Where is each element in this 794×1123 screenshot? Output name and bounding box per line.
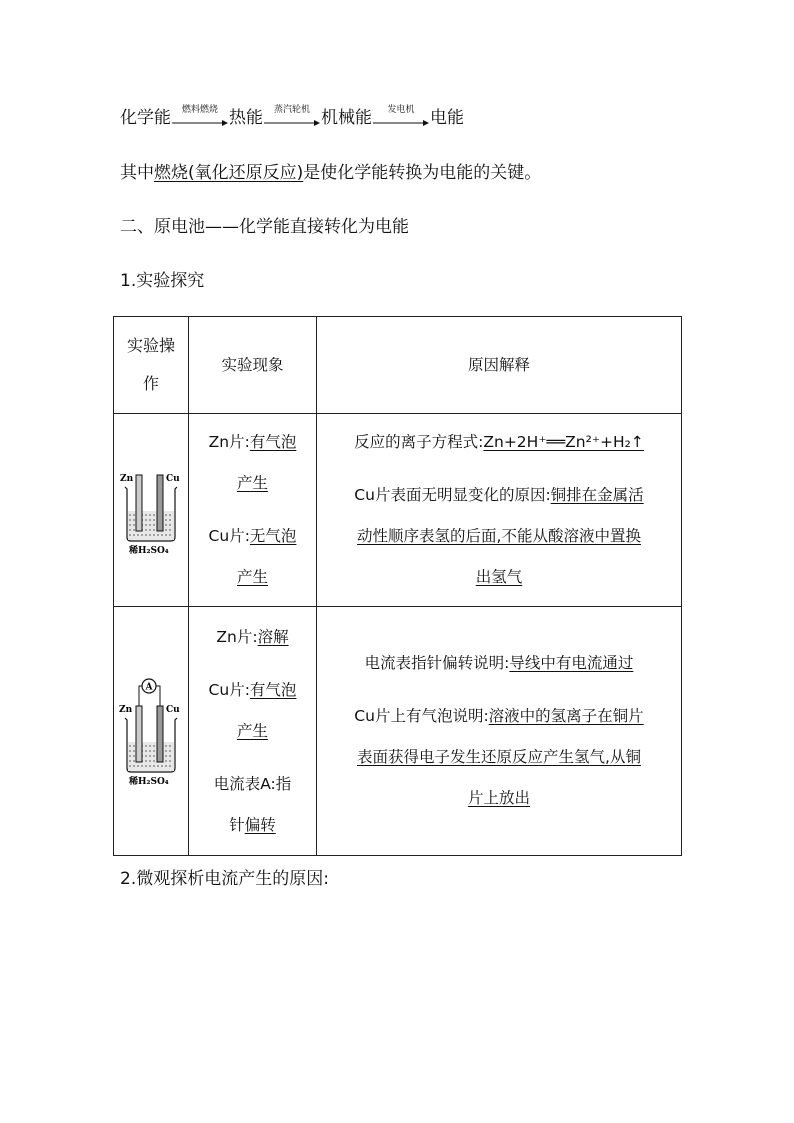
key-underlined: 燃烧 [154,163,188,183]
sub1-title: 1.实验探究 [120,271,205,291]
arrow-turbine [264,107,320,129]
svg-text:Cu: Cu [166,705,180,715]
apparatus-cell-2 [114,607,189,856]
arrow-generator [373,107,429,129]
energy-chain [120,107,464,129]
zn-line-1: Zn片:有气泡 [208,433,297,451]
arrow-label-turbine: 蒸汽轮机 [273,105,310,115]
right-arrow-icon [264,119,320,127]
key-post: 是使化学能转换为电能的关键。 [303,163,542,183]
svg-text:A: A [145,682,153,693]
meter-line-1: 电流表A:指 [213,774,292,793]
header-reason: 原因解释 [317,317,682,414]
equation-line: 反应的离子方程式:Zn+2H⁺══Zn²⁺+H₂↑ [354,433,644,451]
bubble-line-1: Cu片上有气泡说明:溶液中的氢离子在铜片 [354,707,644,725]
svg-text:稀H₂SO₄: 稀H₂SO₄ [129,777,169,786]
cu-line-1: Cu片:有气泡 [208,680,297,699]
beaker-ammeter-icon [119,676,183,786]
meter-line-2: 针偏转 [229,815,276,834]
bubble-line-2: 表面获得电子发生还原反应产生氢气,从铜 [357,748,641,766]
cu-reason-line-1: Cu片表面无明显变化的原因:铜排在金属活 [354,486,644,504]
phenomenon-cell-1 [189,414,317,607]
cu-line-1: Cu片:无气泡 [208,527,297,545]
svg-text:Zn: Zn [119,705,133,715]
experiment-table [113,316,682,856]
header-phenomenon: 实验现象 [189,317,317,414]
arrow-label-generator: 发电机 [387,105,415,115]
arrow-label-combustion: 燃料燃烧 [181,105,218,115]
right-arrow-icon [172,119,228,127]
table-header-row [114,317,682,414]
needle-line: 电流表指针偏转说明:导线中有电流通过 [364,654,634,672]
zn-line-2: 产生 [236,474,268,492]
zn-line: Zn片:溶解 [216,627,289,646]
table-row [114,414,682,607]
table-row [114,607,682,856]
sub2-title: 2.微观探析电流产生的原因: [120,869,329,889]
cu-reason-line-3: 出氢气 [475,568,523,586]
header-operation: 实验操作 [114,317,189,414]
beaker-zn-cu-icon [119,465,183,555]
cu-line-2: 产生 [236,721,268,740]
apparatus-cell-1 [114,414,189,607]
key-sentence [120,162,541,184]
cu-reason-line-2: 动性顺序表氢的后面,不能从酸溶液中置换 [357,527,641,545]
svg-text:Zn: Zn [120,474,134,484]
bubble-line-3: 片上放出 [467,789,530,807]
reason-cell-2 [317,607,682,856]
key-pre: 其中 [120,163,154,183]
svg-text:稀H₂SO₄: 稀H₂SO₄ [129,546,169,555]
heat-energy: 热能 [229,108,263,128]
arrow-combustion [172,107,228,129]
cu-line-2: 产生 [236,568,268,586]
section2-title: 二、原电池——化学能直接转化为电能 [120,217,409,237]
reason-cell-1 [317,414,682,607]
svg-text:Cu: Cu [166,474,180,484]
key-paren: (氧化还原反应) [188,163,304,183]
mechanical-energy: 机械能 [321,108,372,128]
phenomenon-cell-2 [189,607,317,856]
chemical-energy: 化学能 [120,108,171,128]
electric-energy: 电能 [430,108,464,128]
right-arrow-icon [373,119,429,127]
